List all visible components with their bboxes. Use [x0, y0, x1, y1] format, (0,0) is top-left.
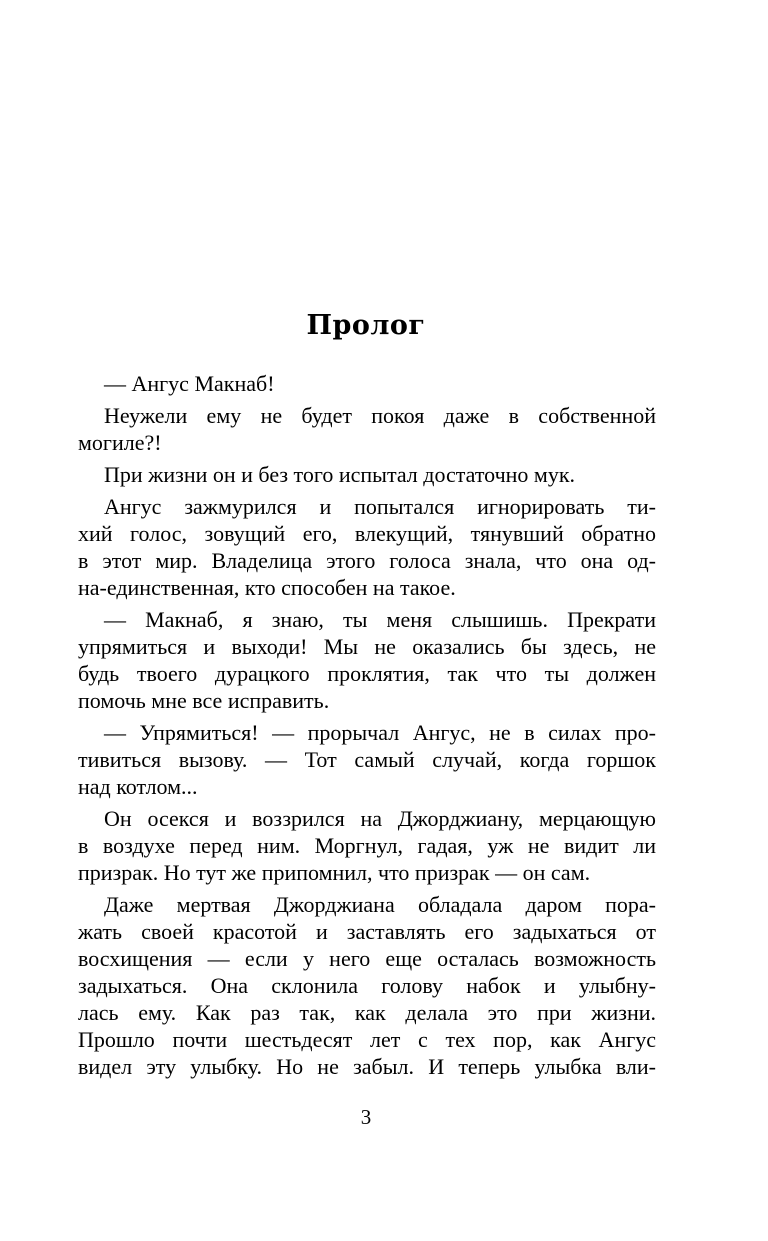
body-text: [78, 370, 656, 1080]
paragraph: [78, 719, 656, 800]
paragraph: [78, 461, 656, 488]
text-line: хий голос, зовущий его, влекущий, тянувший обратно: [78, 521, 656, 546]
text-line: Даже мертвая Джорджиана обладала даром пора-: [104, 892, 656, 917]
text-line: призрак. Но тут же припомнил, что призрак — он сам.: [78, 860, 591, 885]
text-line: могиле?!: [78, 430, 162, 455]
text-line: видел эту улыбку. Но не забыл. И теперь улыбка вли-: [78, 1054, 656, 1079]
text-line: будь твоего дурацкого проклятия, так что ты должен: [78, 661, 656, 686]
text-line: Неужели ему не будет покоя даже в собственной: [104, 403, 656, 428]
page-number: 3: [360, 1105, 372, 1129]
text-line: в этот мир. Владелица этого голоса знала, что она од-: [78, 548, 656, 573]
text-line: восхищения — если у него еще осталась возможность: [78, 946, 656, 971]
text-line: над котлом...: [78, 774, 198, 799]
text-line: Он осекся и воззрился на Джорджиану, мерцающую: [104, 806, 656, 831]
text-line: жать своей красотой и заставлять его задыхаться от: [78, 919, 656, 944]
text-line: — Ангус Макнаб!: [104, 371, 275, 396]
paragraph: [78, 606, 656, 714]
text-line: — Макнаб, я знаю, ты меня слышишь. Прекрати: [104, 607, 656, 632]
paragraph: [78, 370, 656, 397]
text-line: — Упрямиться! — прорычал Ангус, не в силах про-: [104, 720, 656, 745]
text-line: помочь мне все исправить.: [78, 688, 330, 713]
paragraph: [78, 805, 656, 886]
text-line: в воздухе перед ним. Моргнул, гадая, уж не видит ли: [78, 833, 656, 858]
text-line: задыхаться. Она склонила голову набок и улыбну-: [78, 973, 656, 998]
paragraph: [78, 402, 656, 456]
text-line: лась ему. Как раз так, как делала это при жизни.: [78, 1000, 656, 1025]
text-line: на-единственная, кто способен на такое.: [78, 575, 456, 600]
text-line: Ангус зажмурился и попытался игнорировать ти-: [104, 494, 656, 519]
paragraph: [78, 493, 656, 601]
paragraph: [78, 891, 656, 1080]
chapter-title: Пролог: [306, 310, 426, 341]
text-line: упрямиться и выходи! Мы не оказались бы здесь, не: [78, 634, 656, 659]
text-line: При жизни он и без того испытал достаточно мук.: [104, 462, 576, 487]
text-line: тивиться вызову. — Тот самый случай, когда горшок: [78, 747, 656, 772]
text-line: Прошло почти шестьдесят лет с тех пор, как Ангус: [78, 1027, 656, 1052]
